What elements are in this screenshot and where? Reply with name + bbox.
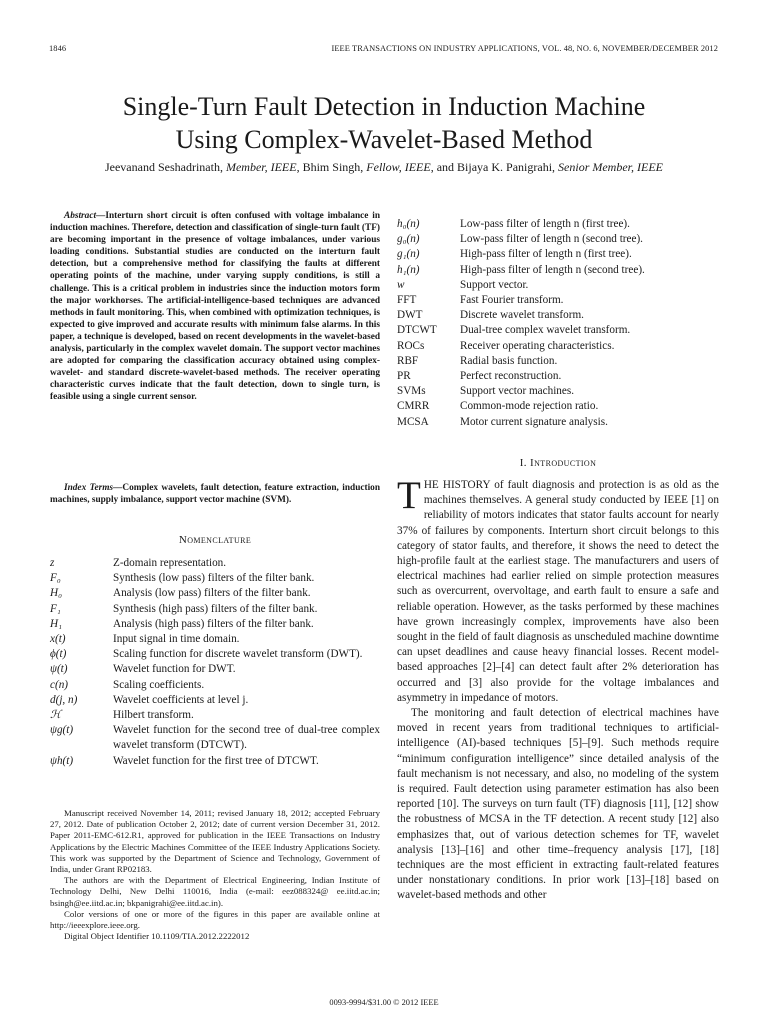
nomenclature-row-symbol: ψg(t) bbox=[50, 724, 74, 737]
author-3-role: Senior Member, IEEE bbox=[558, 160, 664, 174]
author-3-name: , and Bijaya K. Panigrahi, bbox=[430, 160, 556, 174]
abbreviation-row-symbol: w bbox=[397, 278, 405, 291]
nomenclature-row-definition: Analysis (low pass) filters of the filter bank. bbox=[113, 587, 311, 600]
abstract-lead: Abstract— bbox=[64, 211, 106, 221]
nomenclature-row-definition: Input signal in time domain. bbox=[113, 633, 240, 646]
nomenclature-row bbox=[50, 632, 380, 647]
index-terms-lead: Index Terms— bbox=[64, 483, 123, 493]
nomenclature-row-symbol: z bbox=[50, 557, 55, 569]
nomenclature-row-definition: Scaling coefficients. bbox=[113, 678, 205, 691]
nomenclature-row bbox=[50, 586, 380, 601]
abbreviation-row-definition: Radial basis function. bbox=[460, 354, 558, 367]
author-list bbox=[0, 160, 768, 175]
nomenclature-row-symbol: d(j, n) bbox=[50, 693, 78, 706]
abbreviation-row-symbol: g₀(n) bbox=[397, 233, 420, 246]
paper-title-line-1: Single-Turn Fault Detection in Induction Machine bbox=[122, 92, 646, 121]
abbreviation-row-symbol: DTCWT bbox=[397, 324, 437, 337]
author-1-name: Jeevanand Seshadrinath, bbox=[104, 160, 223, 174]
nomenclature-row-symbol: c(n) bbox=[50, 678, 69, 691]
nomenclature-row-definition: Wavelet function for the second tree of dual-tree complex wavelet transform (DTCWT). bbox=[113, 724, 380, 752]
nomenclature-row bbox=[50, 571, 380, 586]
abbreviation-row-symbol: RBF bbox=[397, 354, 419, 367]
abbreviation-row-symbol: ROCs bbox=[397, 339, 425, 352]
abbreviation-row-definition: Dual-tree complex wavelet transform. bbox=[460, 324, 631, 337]
nomenclature-row-symbol: F₀ bbox=[50, 572, 61, 585]
abbreviation-list bbox=[397, 217, 719, 430]
abbreviation-row-definition: High-pass filter of length n (first tree). bbox=[460, 248, 632, 261]
abbreviation-row-definition: Low-pass filter of length n (first tree). bbox=[460, 218, 630, 230]
intro-paragraph-1 bbox=[397, 474, 719, 706]
nomenclature-row-definition: Wavelet coefficients at level j. bbox=[113, 693, 249, 706]
footnote-manuscript: Manuscript received November 14, 2011; revised January 18, 2012; accepted February 27, 2012. Date of publication October 2, 2012; date of current version December 31, 2012. Paper 2011-EMC-612.R1, approved for publication in the IEEE Transactions on Industry Applications by the Electric Machines Committee of the IEEE Industry Applications Society. This work was supported by the Department of Science and Technology, Government of India, under Grant RP02183. bbox=[50, 808, 380, 875]
nomenclature-row bbox=[50, 754, 380, 769]
index-terms bbox=[50, 482, 380, 506]
copyright-line: 0093-9994/$31.00 © 2012 IEEE bbox=[329, 998, 439, 1007]
abbreviation-row-symbol: DWT bbox=[397, 309, 423, 322]
nomenclature-row bbox=[50, 602, 380, 617]
nomenclature-list bbox=[50, 556, 380, 769]
abbreviation-row-definition: Support vector. bbox=[460, 278, 529, 291]
abbreviation-row bbox=[397, 354, 719, 369]
nomenclature-row bbox=[50, 708, 380, 723]
page-number: 1846 bbox=[49, 44, 67, 53]
nomenclature-row-symbol: ϕ(t) bbox=[50, 648, 67, 661]
nomenclature-row-symbol: F₁ bbox=[50, 602, 61, 615]
author-2-name: , Bhim Singh, bbox=[296, 160, 364, 174]
intro-paragraph-1-text: HE HISTORY of fault diagnosis and protection is as old as the machines themselves. A general study conducted by IEEE [1] on reliability of motors indicates that stator faults account for nearly 37% of failures by components. Interturn short circuit belongs to this category of stator faults, and therefore, it shows the need to detect the high-profile fault at the earliest stage. The manufacturers and users of electrical machines had earlier relied on simple protection measures such as overcurrent, overvoltage, and earth fault to ensure a safe and reliable operation. However, as the tasks performed by these machines have grown increasingly complex, improvements have also been sought in the field of fault diagnosis as unscheduled machine downtime can upset deadlines and cause heavy financial losses. Recent model-based approaches [2]–[4] can detect fault after 2% deterioration has occurred and [3] also provide for the voltage imbalances and asymmetry in impedance of motors. bbox=[397, 479, 719, 704]
abbreviation-row-symbol: MCSA bbox=[397, 415, 429, 428]
abbreviation-row-symbol: g₁(n) bbox=[397, 248, 420, 261]
abbreviation-row-symbol: PR bbox=[397, 370, 411, 383]
abstract-text: Interturn short circuit is often confused with voltage imbalance in induction machines. Therefore, detection and classification of single-turn fault (TF) are becoming important in the presence of voltage imbalances, under various loading conditions. Substantial studies are conducted on the interturn fault detection, but a comprehensive method for classifying the faults at different operating points of the machine, under varying supply conditions, is still a challenge. This is a critical problem in industries since the induction motors form the major workhorses. The artificial-intelligence-based techniques are advanced methods in fault monitoring. This, when combined with optimization techniques, is expected to give improved and accurate results with minimum false alarms. In this paper, a technique is developed, based on recent developments in the wavelet-based analysis, particularly in the complex wavelet domain. The support vector machines are adopted for comparing the classification accuracy obtained using complex-wavelet- and standard discrete-wavelet-based methods. The receiver operating characteristic curves indicate that the fault detection, down to single turn, is feasible using a single current sensor. bbox=[50, 211, 380, 403]
nomenclature-row-definition: Scaling function for discrete wavelet transform (DWT). bbox=[113, 648, 363, 661]
abbreviation-row-symbol: SVMs bbox=[397, 385, 426, 398]
abbreviation-row-symbol: CMRR bbox=[397, 400, 430, 413]
nomenclature-row-symbol: ψ(t) bbox=[50, 663, 68, 676]
abbreviation-row bbox=[397, 263, 719, 278]
nomenclature-row-definition: Synthesis (high pass) filters of the filter bank. bbox=[113, 602, 318, 615]
abbreviation-row bbox=[397, 247, 719, 262]
nomenclature-row-definition: Analysis (high pass) filters of the filter bank. bbox=[113, 617, 314, 630]
nomenclature-row bbox=[50, 617, 380, 632]
introduction-heading: I. Introduction bbox=[519, 457, 597, 469]
introduction-body bbox=[397, 474, 719, 904]
abbreviation-row-symbol: FFT bbox=[397, 294, 417, 307]
abbreviation-row bbox=[397, 217, 719, 232]
abbreviation-row-definition: Support vector machines. bbox=[460, 385, 575, 398]
drop-cap: T bbox=[397, 474, 421, 517]
nomenclature-row-definition: Z-domain representation. bbox=[113, 557, 227, 569]
nomenclature-row bbox=[50, 693, 380, 708]
abstract bbox=[50, 210, 380, 404]
abbreviation-row-definition: Low-pass filter of length n (second tree). bbox=[460, 233, 643, 246]
nomenclature-row-definition: Wavelet function for the first tree of DTCWT. bbox=[113, 754, 319, 767]
abbreviation-row bbox=[397, 308, 719, 323]
abbreviation-row bbox=[397, 384, 719, 399]
abbreviation-row bbox=[397, 232, 719, 247]
abbreviation-row-definition: Perfect reconstruction. bbox=[460, 370, 562, 383]
nomenclature-row bbox=[50, 723, 380, 753]
abbreviation-row-definition: Receiver operating characteristics. bbox=[460, 339, 615, 352]
abbreviation-row bbox=[397, 399, 719, 414]
nomenclature-row bbox=[50, 556, 380, 571]
author-1-role: Member, IEEE bbox=[225, 160, 297, 174]
abbreviation-row bbox=[397, 339, 719, 354]
abbreviation-row bbox=[397, 278, 719, 293]
journal-header: IEEE TRANSACTIONS ON INDUSTRY APPLICATIONS, VOL. 48, NO. 6, NOVEMBER/DECEMBER 2012 bbox=[331, 44, 718, 53]
abbreviation-row-definition: Fast Fourier transform. bbox=[460, 294, 564, 307]
abbreviation-row-definition: Motor current signature analysis. bbox=[460, 415, 608, 428]
author-2-role: Fellow, IEEE bbox=[366, 160, 431, 174]
nomenclature-row bbox=[50, 678, 380, 693]
abbreviation-row bbox=[397, 293, 719, 308]
nomenclature-heading: Nomenclature bbox=[178, 534, 252, 546]
nomenclature-row-symbol: x(t) bbox=[50, 633, 66, 646]
footnote-doi: Digital Object Identifier 10.1109/TIA.2012.2222012 bbox=[64, 931, 250, 942]
intro-paragraph-2: The monitoring and fault detection of electrical machines have moved in recent years from traditional techniques to artificial-intelligence (AI)-based techniques [5]–[9]. Such methods require “minimum configuration intelligence” since detailed analysis of the fault mechanism is not necessary, and also, no modeling of the system is required. Fault detection using parameter estimation has also been reported [10]. The surveys on turn fault (TF) diagnosis [11], [12] show the robustness of MCSA in the TF detection. A recent study [12] also emphasizes that, out of various detection schemes for TF, wavelet analysis [13]–[16] and other time–frequency analysis [17], [18] techniques are the most efficient in extracting fault-related features under nonstationary conditions. In prior work [13]–[18] based on wavelet-based methods and other bbox=[397, 707, 719, 902]
nomenclature-row-definition: Synthesis (low pass) filters of the filter bank. bbox=[113, 572, 315, 585]
nomenclature-row-symbol: ψh(t) bbox=[50, 754, 74, 767]
nomenclature-row-definition: Wavelet function for DWT. bbox=[113, 663, 236, 676]
footnote-color: Color versions of one or more of the figures in this paper are available online at http://ieeexplore.ieee.org. bbox=[50, 908, 380, 931]
nomenclature-row-symbol: ℋ bbox=[50, 709, 62, 722]
abbreviation-row-symbol: h₀(n) bbox=[397, 218, 420, 230]
abbreviation-row bbox=[397, 323, 719, 338]
abbreviation-row-definition: Discrete wavelet transform. bbox=[460, 309, 584, 322]
abbreviation-row bbox=[397, 415, 719, 430]
abbreviation-row-symbol: h₁(n) bbox=[397, 263, 420, 276]
nomenclature-row-symbol: H₀ bbox=[50, 587, 62, 600]
paper-title-line-2: Using Complex-Wavelet-Based Method bbox=[175, 125, 593, 154]
footnote-affiliation: The authors are with the Department of Electrical Engineering, Indian Institute of Technology Delhi, New Delhi 110016, India (e-mail: eez088324@ ee.iitd.ac.in; bsingh@ee.iitd.ac.in; bkpanigrahi@ee.iitd.ac.in). bbox=[50, 875, 380, 908]
nomenclature-row-definition: Hilbert transform. bbox=[113, 709, 194, 722]
footnote bbox=[50, 808, 380, 942]
nomenclature-row-symbol: H₁ bbox=[50, 617, 62, 630]
index-terms-text: Complex wavelets, fault detection, feature extraction, induction machines, supply imbalance, support vector machine (SVM). bbox=[50, 483, 380, 506]
abbreviation-row-definition: High-pass filter of length n (second tree). bbox=[460, 263, 645, 276]
abbreviation-row-definition: Common-mode rejection ratio. bbox=[460, 400, 599, 413]
nomenclature-row bbox=[50, 647, 380, 662]
abbreviation-row bbox=[397, 369, 719, 384]
nomenclature-row bbox=[50, 662, 380, 677]
